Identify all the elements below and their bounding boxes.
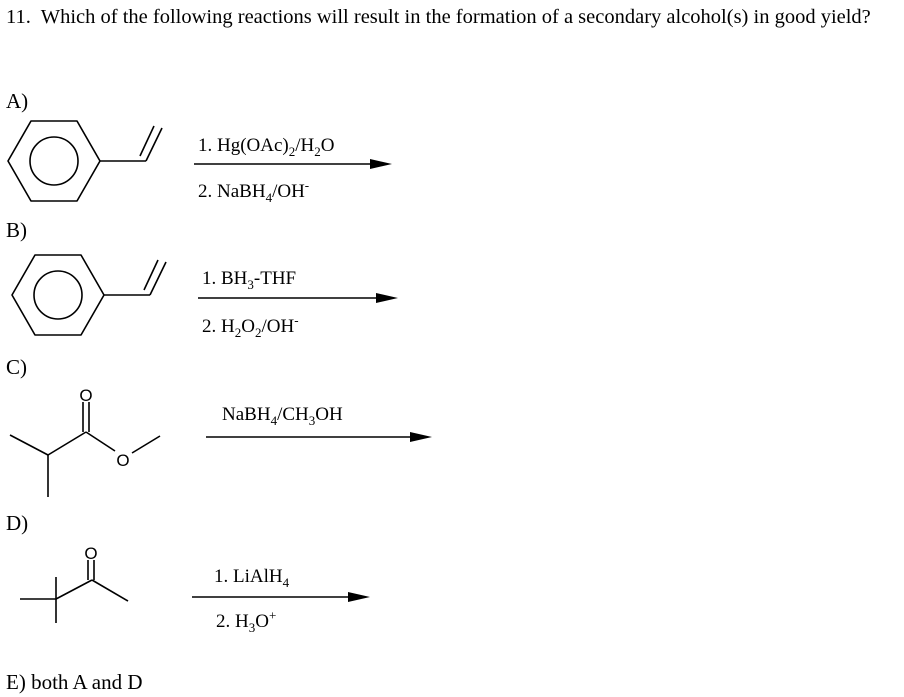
reaction-arrows	[192, 159, 432, 602]
ketone-structure-d	[20, 560, 128, 623]
ester-structure-c	[10, 402, 160, 497]
reagent-a-step1: 1. $Hg(OAc)_2/H_2O$	[198, 135, 335, 159]
option-a-label[interactable]: A)	[6, 89, 29, 113]
carbonyl-oxygen-d: O	[84, 544, 98, 563]
carbonyl-oxygen-c: O	[79, 386, 93, 405]
reagent-c: $NaBH_4/CH_3OH$	[222, 404, 343, 428]
arrowhead-c	[410, 432, 432, 442]
ester-oxygen-c: O	[116, 451, 130, 470]
option-c-label[interactable]: C)	[6, 355, 27, 379]
option-d-label[interactable]: D)	[6, 511, 29, 535]
arrowhead-d	[348, 592, 370, 602]
arrowhead-a	[370, 159, 392, 169]
option-b-label[interactable]: B)	[6, 218, 27, 242]
styrene-structure-a	[8, 121, 162, 201]
styrene-structure-b	[12, 255, 166, 335]
reagent-d-step1: 1. LiAlH$_4$	[214, 566, 290, 590]
reagent-d-step2: 2. $H_3O^+$	[216, 607, 277, 635]
question-text: 11. Which of the following reactions will result in the formation of a secondary alcohol(s) in good yield?	[6, 6, 871, 28]
reagent-b-step1: 1. $BH_3$-THF	[202, 268, 297, 292]
option-e-label[interactable]: E) both A and D	[6, 670, 143, 694]
reagent-a-step2: 2. NaBH$_4$/OH-	[198, 177, 310, 205]
reagent-b-step2: 2. $H_2O_2/OH^-$	[202, 312, 299, 340]
arrowhead-b	[376, 293, 398, 303]
